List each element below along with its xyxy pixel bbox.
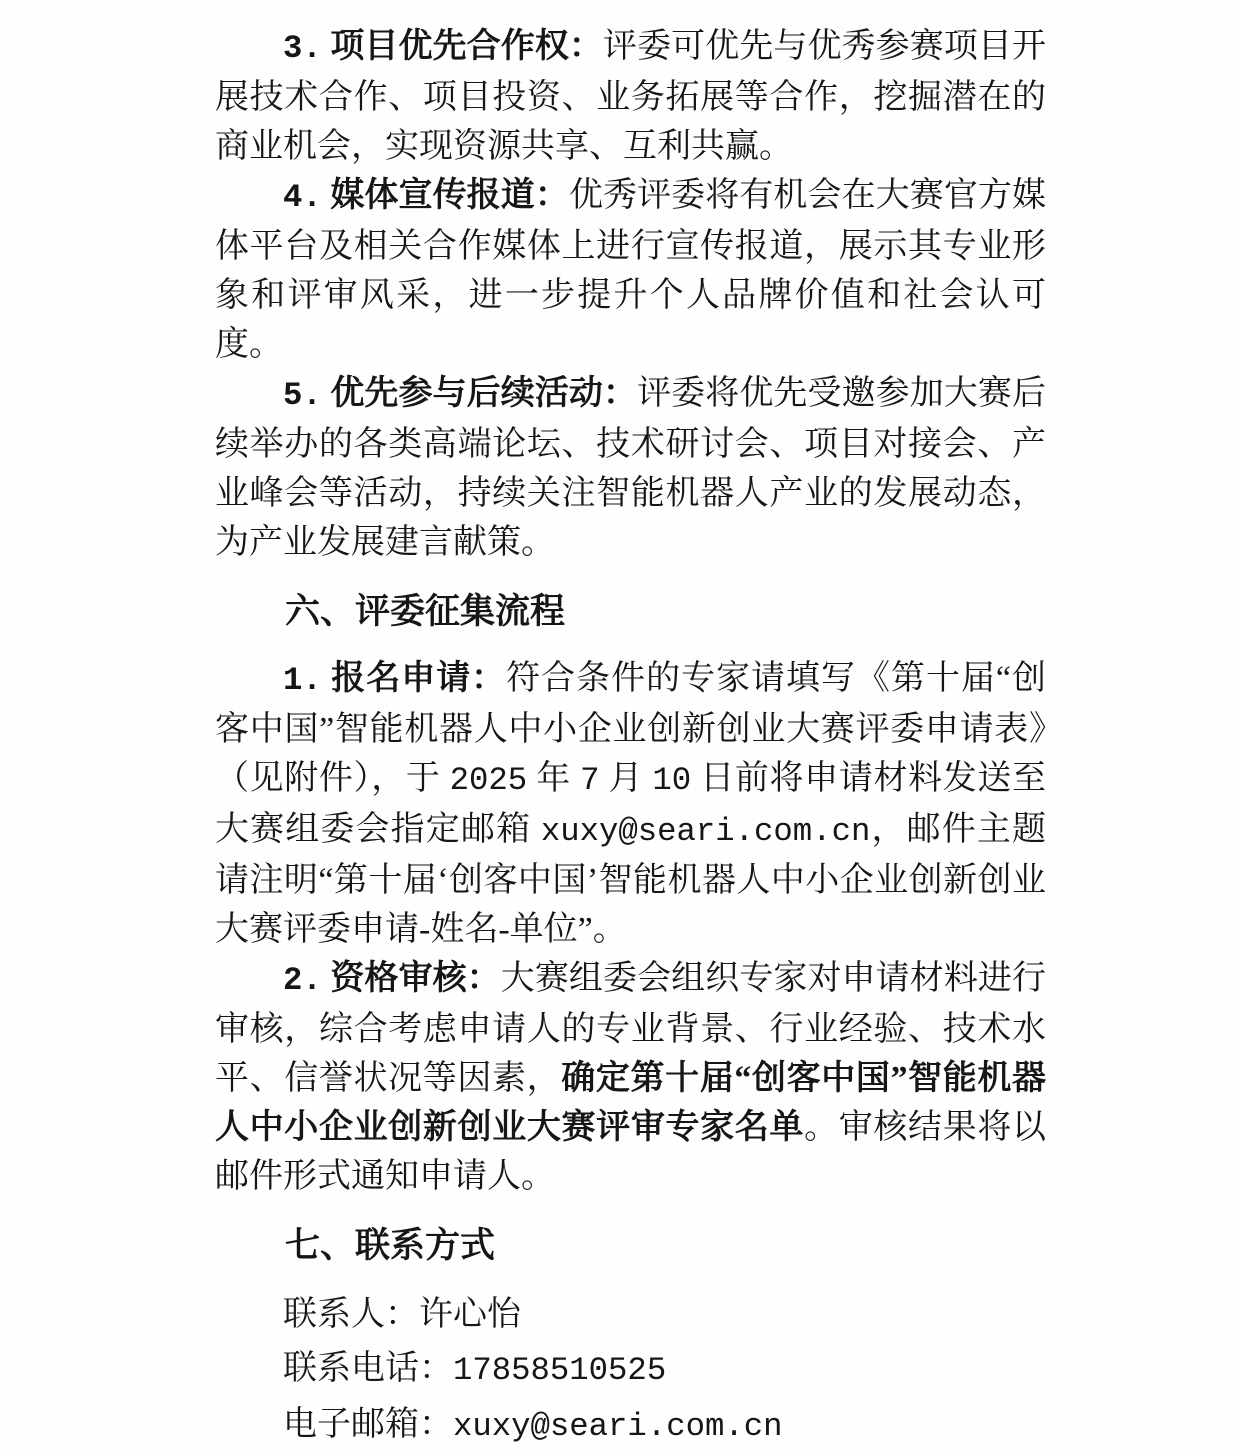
text-run: 符合条件的专家请填写《第十届“创客中国”智能机器人中小企业创新创业大赛评委申请表》（见附件），于 2025 年 7 月 10 日前将申请材料发送至大赛组委会指定邮箱 xuxy@seari.com.cn，邮件主题请注明“第十届‘创客中国’智能机器人中小企业创新创业大赛评委申请-姓名-单位”。 [215,660,1047,948]
text-run: 优秀评委将有机会在大赛官方媒体平台及相关合作媒体上进行宣传报道，展示其专业形象和评审风采，进一步提升个人品牌价值和社会认可度。 [215,177,1047,363]
text-run: 3. 项目优先合作权： [283,28,604,67]
latin-text: 1. [283,662,322,699]
contact-person-line [215,1288,1046,1342]
latin-text: xuxy@seari.com.cn [540,813,871,850]
text-run: 评委可优先与优秀参赛项目开展技术合作、项目投资、业务拓展等合作，挖掘潜在的商业机会，实现资源共享、互利共赢。 [215,28,1047,165]
latin-text: 2025 [449,762,528,799]
text-run: 评委将优先受邀参加大赛后续举办的各类高端论坛、技术研讨会、项目对接会、产业峰会等活动，持续关注智能机器人产业的发展动态，为产业发展建言献策。 [215,375,1047,561]
section-heading-6 [215,587,1046,636]
text-run: 确定第十届“创客中国”智能机器人中小企业创新创业大赛评审专家名单 [215,1060,1046,1146]
text-run: 电子邮箱：xuxy@seari.com.cn [283,1406,783,1445]
text-run: 六、评委征集流程 [285,592,566,631]
benefit-item-3 [215,22,1046,171]
latin-text: xuxy@seari.com.cn [453,1408,783,1445]
text-run: 联系电话：17858510525 [283,1350,667,1389]
latin-text: 4. [283,179,322,216]
latin-text: 17858510525 [453,1352,667,1389]
document-body [215,22,1046,1454]
section-heading-7 [215,1221,1046,1270]
text-run: 5. 优先参与后续活动： [283,375,638,414]
text-run: 。审核结果将以邮件形式通知申请人。 [215,1109,1047,1195]
benefit-item-5 [215,369,1046,567]
process-item-2 [215,954,1046,1201]
latin-text: 3. [283,30,322,67]
latin-text: 7 [580,762,600,799]
text-run: 4. 媒体宣传报道： [283,177,569,216]
text-run: 2. 资格审核： [283,960,501,999]
text-run: 1. 报名申请： [283,660,507,699]
latin-text: 2. [283,962,322,999]
benefit-item-4 [215,171,1046,369]
text-run: 联系人：许心怡 [283,1296,521,1333]
latin-text: 10 [652,762,692,799]
process-item-1 [215,654,1046,954]
contact-phone-line [215,1342,1046,1398]
text-run: 大赛组委会组织专家对申请材料进行审核，综合考虑申请人的专业背景、行业经验、技术水平、信誉状况等因素， [215,960,1047,1097]
contact-email-line [215,1398,1046,1454]
text-run: 七、联系方式 [285,1226,496,1265]
latin-text: 5. [283,377,322,414]
